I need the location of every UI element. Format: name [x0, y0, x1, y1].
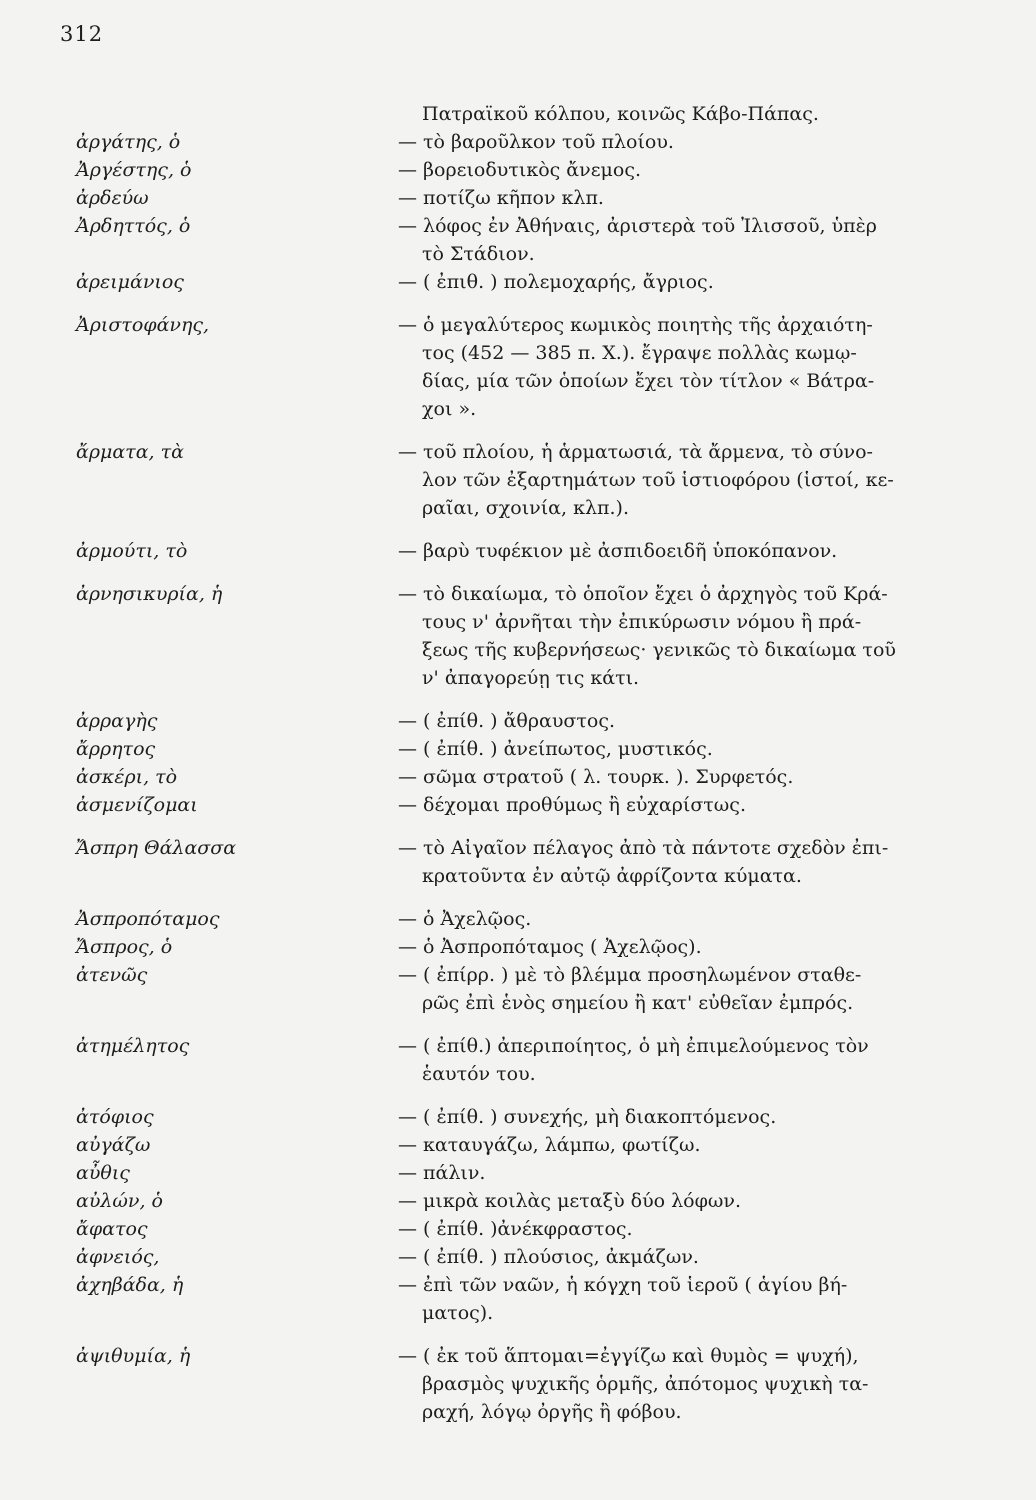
entry-term: ἀσκέρι, τὸ	[76, 766, 178, 788]
glossary-entry	[76, 128, 956, 156]
entry-spacer	[76, 296, 956, 311]
entry-definition	[398, 1159, 938, 1187]
entry-spacer	[76, 1088, 956, 1103]
glossary-entry	[76, 1243, 956, 1271]
definition-line: ματος).	[422, 1302, 494, 1324]
definition-line: ραχή, λόγῳ ὀργῆς ἢ φόβου.	[422, 1401, 682, 1423]
entry-definition	[398, 184, 938, 212]
entry-term: ἀρειμάνιος	[76, 271, 184, 293]
glossary-entry	[76, 1032, 956, 1088]
glossary-entry	[76, 1271, 956, 1327]
definition-line: τος (452 — 385 π. Χ.). ἔγραψε πολλὰς κωμῳ-	[422, 342, 857, 364]
entry-spacer	[76, 423, 956, 438]
definition-line: — ( ἐπίθ. )ἀνέκφραστος.	[398, 1218, 633, 1240]
entry-term: ἄρματα, τὰ	[76, 441, 184, 463]
definition-line: — ( ἐπίθ. ) ἄθραυστος.	[398, 710, 616, 732]
definition-line: — λόφος ἐν Ἀθήναις, ἀριστερὰ τοῦ Ἰλισσοῦ, ὑπὲρ	[398, 215, 877, 237]
entry-spacer	[76, 890, 956, 905]
definition-line: — ( ἐπίθ. ) πλούσιος, ἀκμάζων.	[398, 1246, 699, 1268]
glossary-entry	[76, 763, 956, 791]
definition-line: — ὁ Ἀσπροπόταμος ( Ἀχελῷος).	[398, 936, 702, 958]
entry-definition	[398, 933, 938, 961]
entry-definition	[398, 735, 938, 763]
definition-line: — καταυγάζω, λάμπω, φωτίζω.	[398, 1134, 701, 1156]
definition-line: — πάλιν.	[398, 1162, 486, 1184]
entry-term: ἀργάτης, ὁ	[76, 131, 181, 153]
definition-line: δίας, μία τῶν ὁποίων ἔχει τὸν τίτλον « Βάτρα-	[422, 370, 875, 392]
entry-spacer	[76, 692, 956, 707]
entry-definition	[398, 834, 938, 890]
entry-term: ἀτενῶς	[76, 964, 148, 986]
entry-definition	[398, 961, 938, 1017]
definition-line: κρατοῦντα ἐν αὐτῷ ἀφρίζοντα κύματα.	[422, 865, 802, 887]
entry-definition	[398, 537, 938, 565]
entry-definition	[398, 791, 938, 819]
entry-term: αὐλών, ὁ	[76, 1190, 163, 1212]
entry-term: ἀχηβάδα, ἡ	[76, 1274, 184, 1296]
entry-definition	[398, 1271, 938, 1327]
entry-term: Ἀριστοφάνης,	[76, 314, 210, 336]
page-number: 312	[60, 22, 104, 46]
definition-line: — ( ἐπίθ.) ἀπεριποίητος, ὁ μὴ ἐπιμελούμενος τὸν	[398, 1035, 869, 1057]
definition-line: — μικρὰ κοιλὰς μεταξὺ δύο λόφων.	[398, 1190, 741, 1212]
entry-term: αὐγάζω	[76, 1134, 151, 1156]
definition-line: λον τῶν ἐξαρτημάτων τοῦ ἱστιοφόρου (ἱστοί, κε-	[422, 469, 894, 491]
definition-line: ξεως τῆς κυβερνήσεως· γενικῶς τὸ δικαίωμα τοῦ	[422, 639, 896, 661]
entry-definition	[398, 905, 938, 933]
glossary-entry	[76, 184, 956, 212]
entry-definition	[398, 763, 938, 791]
glossary-entry	[76, 1342, 956, 1426]
entry-term: Ἄσπρος, ὁ	[76, 936, 173, 958]
definition-line: — βαρὺ τυφέκιον μὲ ἀσπιδοειδῆ ὑποκόπανον.	[398, 540, 838, 562]
glossary-entry	[76, 1103, 956, 1131]
definition-line: — τὸ Αἰγαῖον πέλαγος ἀπὸ τὰ πάντοτε σχεδὸν ἐπι-	[398, 837, 889, 859]
entry-term: ἄρρητος	[76, 738, 156, 760]
glossary-entry	[76, 707, 956, 735]
entry-definition	[398, 311, 938, 423]
definition-line: — ( ἐπίρρ. ) μὲ τὸ βλέμμα προσηλωμένον σταθε-	[398, 964, 862, 986]
glossary-entry	[76, 438, 956, 522]
definition-line: — ἐπὶ τῶν ναῶν, ἡ κόγχη τοῦ ἱεροῦ ( ἁγίου βή-	[398, 1274, 848, 1296]
entry-term: ἀτημέλητος	[76, 1035, 190, 1057]
definition-line: ν' ἀπαγορεύῃ τις κάτι.	[422, 667, 640, 689]
definition-line: — τοῦ πλοίου, ἡ ἁρματωσιά, τὰ ἄρμενα, τὸ σύνο-	[398, 441, 873, 463]
entry-term: ἄφατος	[76, 1218, 148, 1240]
entry-term: ἀσμενίζομαι	[76, 794, 198, 816]
definition-line: — ( ἐπιθ. ) πολεμοχαρής, ἄγριος.	[398, 271, 714, 293]
glossary-entry	[76, 791, 956, 819]
entry-spacer	[76, 522, 956, 537]
entry-term: Ἄσπρη Θάλασσα	[76, 837, 237, 859]
entry-definition	[398, 1103, 938, 1131]
entry-definition	[398, 580, 938, 692]
definition-line: — ( ἐκ τοῦ ἅπτομαι=ἐγγίζω καὶ θυμὸς = ψυχή),	[398, 1345, 859, 1367]
glossary-entry	[76, 537, 956, 565]
definition-line: ρῶς ἐπὶ ἑνὸς σημείου ἢ κατ' εὐθεῖαν ἐμπρός.	[422, 992, 854, 1014]
continued-definition: Πατραϊκοῦ κόλπου, κοινῶς Κάβο-Πάπας.	[422, 103, 819, 125]
definition-line: — ὁ Ἀχελῷος.	[398, 908, 532, 930]
glossary-entry	[76, 156, 956, 184]
definition-line: χοι ».	[422, 398, 477, 420]
glossary-entry	[76, 1159, 956, 1187]
definition-line: τους ν' ἀρνῆται τὴν ἐπικύρωσιν νόμου ἢ πρά-	[422, 611, 862, 633]
definition-line: — σῶμα στρατοῦ ( λ. τουρκ. ). Συρφετός.	[398, 766, 794, 788]
glossary-entry	[76, 905, 956, 933]
definition-line: τὸ Στάδιον.	[422, 243, 535, 265]
entry-definition	[398, 212, 938, 268]
entry-term: αὖθις	[76, 1162, 130, 1184]
entry-definition	[398, 707, 938, 735]
entry-definition	[398, 1032, 938, 1088]
entry-definition	[398, 1243, 938, 1271]
definition-line: — βορειοδυτικὸς ἄνεμος.	[398, 159, 642, 181]
definition-line: ἑαυτόν του.	[422, 1063, 536, 1085]
glossary-entry	[76, 311, 956, 423]
glossary-entry	[76, 961, 956, 1017]
entry-term: ἀτόφιος	[76, 1106, 154, 1128]
entry-definition	[398, 438, 938, 522]
glossary-entry	[76, 1215, 956, 1243]
entry-term: Ἀσπροπόταμος	[76, 908, 220, 930]
entry-definition	[398, 128, 938, 156]
entry-definition	[398, 1131, 938, 1159]
entry-term: ἀρμούτι, τὸ	[76, 540, 188, 562]
entry-definition	[398, 1215, 938, 1243]
entry-spacer	[76, 1327, 956, 1342]
definition-line: — τὸ δικαίωμα, τὸ ὁποῖον ἔχει ὁ ἀρχηγὸς τοῦ Κρά-	[398, 583, 888, 605]
entry-definition	[398, 156, 938, 184]
definition-line: — ὁ μεγαλύτερος κωμικὸς ποιητὴς τῆς ἀρχαιότη-	[398, 314, 873, 336]
entry-definition	[398, 268, 938, 296]
entry-spacer	[76, 565, 956, 580]
definition-line: ραῖαι, σχοινία, κλπ.).	[422, 497, 629, 519]
entry-definition	[398, 1187, 938, 1215]
definition-line: — ( ἐπίθ. ) συνεχής, μὴ διακοπτόμενος.	[398, 1106, 777, 1128]
glossary-entry	[76, 580, 956, 692]
glossary-entry	[76, 933, 956, 961]
entry-term: ἀφνειός,	[76, 1246, 160, 1268]
entry-spacer	[76, 819, 956, 834]
entry-term: Ἀργέστης, ὁ	[76, 159, 192, 181]
entry-term: ἀρδεύω	[76, 187, 149, 209]
definition-line: — ( ἐπίθ. ) ἀνείπωτος, μυστικός.	[398, 738, 713, 760]
entry-term: ἀρνησικυρία, ἡ	[76, 583, 223, 605]
definition-line: βρασμὸς ψυχικῆς ὁρμῆς, ἀπότομος ψυχικὴ τα-	[422, 1373, 869, 1395]
entry-term: ἀψιθυμία, ἡ	[76, 1345, 191, 1367]
entry-definition	[398, 1342, 938, 1426]
glossary-entries	[76, 128, 956, 1426]
glossary-entry	[76, 735, 956, 763]
glossary-entry	[76, 834, 956, 890]
entry-term: Ἀρδηττός, ὁ	[76, 215, 191, 237]
glossary-entry	[76, 1131, 956, 1159]
definition-line: — ποτίζω κῆπον κλπ.	[398, 187, 604, 209]
entry-term: ἀρραγὴς	[76, 710, 158, 732]
glossary-entry	[76, 268, 956, 296]
glossary-entry	[76, 1187, 956, 1215]
definition-line: — τὸ βαροῦλκον τοῦ πλοίου.	[398, 131, 674, 153]
definition-line: — δέχομαι προθύμως ἢ εὐχαρίστως.	[398, 794, 746, 816]
glossary-entry	[76, 212, 956, 268]
entry-spacer	[76, 1017, 956, 1032]
